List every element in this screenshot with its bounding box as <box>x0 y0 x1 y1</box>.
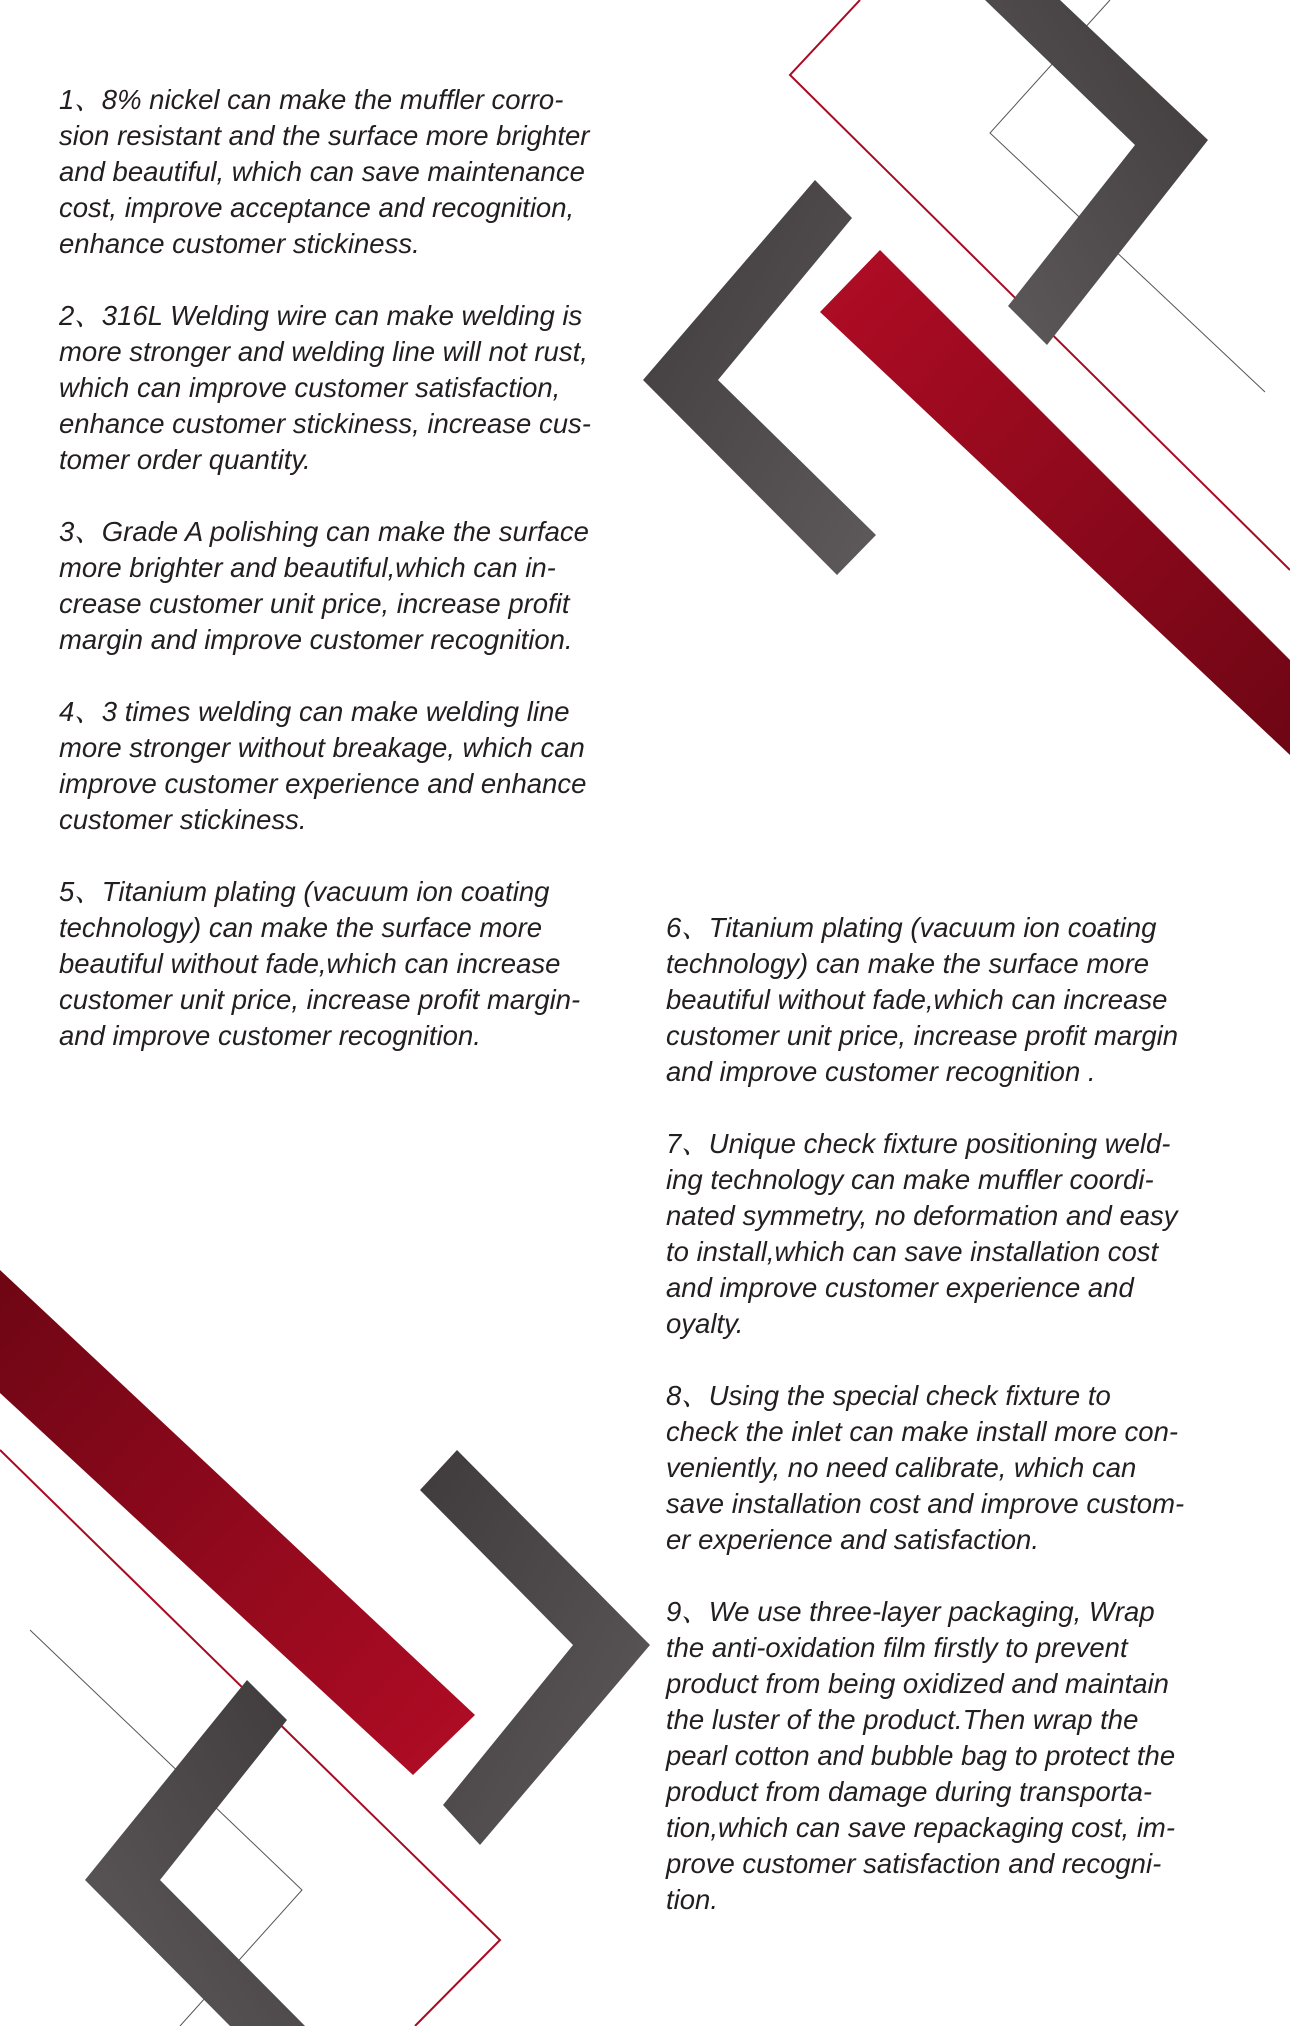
red-thin-line <box>790 0 1290 570</box>
feature-item-9: 9、We use three-layer packaging, Wrap the anti-oxidation film firstly to prevent product from being oxidized and maintain the luster of the product.Then wrap the pearl cotton and bubble bag to protect the product from damage during transporta- tion,which can save repackaging cost, im- prove customer satisfaction and recogni- tion. <box>666 1596 1176 1915</box>
feature-item-1: 1、8% nickel can make the muffler corro- sion resistant and the surface more brighter and beautiful, which can save maintenance cost, improve acceptance and recognition, enhance customer stickiness. <box>59 84 590 259</box>
red-band-bottom <box>0 1270 475 1775</box>
left-text-column <box>59 82 649 1054</box>
feature-item-3: 3、Grade A polishing can make the surface more brighter and beautiful,which can in- crease customer unit price, increase profit margin and improve customer recognition. <box>59 516 589 655</box>
feature-item-8: 8、Using the special check fixture to check the inlet can make install more con- veniently, no need calibrate, which can save installation cost and improve custom- er experience and satisfaction. <box>666 1380 1185 1555</box>
feature-item-2: 2、316L Welding wire can make welding is more stronger and welding line will not rust, which can improve customer satisfaction, enhance customer stickiness, increase cus- tomer order quantity. <box>59 300 591 475</box>
feature-item-4: 4、3 times welding can make welding line more stronger without breakage, which can improve customer experience and enhance customer stickiness. <box>59 696 587 835</box>
red-thin-line-bottom <box>0 1450 500 2026</box>
bottom-left-decoration <box>0 1270 650 2026</box>
right-text-column <box>666 910 1256 1918</box>
red-band-top <box>820 250 1290 755</box>
gray-thin-line-bottom <box>30 1630 302 2026</box>
gray-thin-line <box>990 0 1265 392</box>
feature-item-6: 6、Titanium plating (vacuum ion coating technology) can make the surface more beautiful without fade,which can increase customer unit price, increase profit margin and improve customer recognition . <box>666 912 1179 1087</box>
gray-chevron-upper <box>985 0 1208 345</box>
gray-chevron-lower <box>85 1680 305 2026</box>
feature-item-7: 7、Unique check fixture positioning weld- ing technology can make muffler coordi- nated symmetry, no deformation and easy to install,which can save installation cost and improve customer experience and oyalty. <box>666 1128 1178 1339</box>
top-right-decoration <box>643 0 1290 755</box>
gray-chevron-left <box>643 180 876 575</box>
feature-item-5: 5、Titanium plating (vacuum ion coating technology) can make the surface more beautiful without fade,which can increase customer unit price, increase profit margin- and improve customer recognition. <box>59 876 581 1051</box>
gray-chevron-right <box>420 1450 650 1845</box>
